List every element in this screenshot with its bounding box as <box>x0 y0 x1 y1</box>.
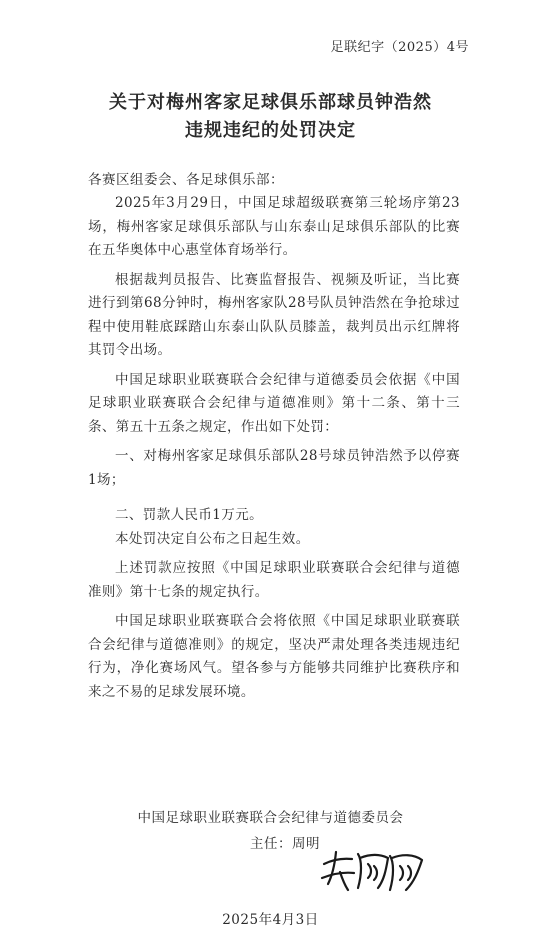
director-line: 主任：周明 <box>250 836 320 852</box>
document-title-line-1: 关于对梅州客家足球俱乐部球员钟浩然 <box>109 92 432 113</box>
paragraph-closing: 中国足球职业联赛联合会将依照《中国足球职业联赛联合会纪律与道德准则》的规定，坚决严肃处理各类违规违纪行为，净化赛场风气。望各参与方能够共同维护比赛秩序和来之不易的足球发展环境。 <box>88 613 460 700</box>
document-body <box>88 192 460 710</box>
document-number: 足联纪字（2025）4号 <box>330 40 469 55</box>
paragraph-match-info: 2025年3月29日，中国足球超级联赛第三轮场序第23场，梅州客家足球俱乐部队与山东泰山足球俱乐部队的比赛在五华奥体中心惠堂体育场举行。 <box>88 195 460 258</box>
handwritten-signature <box>318 844 428 900</box>
document-title-line-2: 违规违纪的处罚决定 <box>185 120 356 141</box>
paragraph-effective: 本处罚决定自公布之日起生效。 <box>115 530 310 547</box>
paragraph-fine-execution: 上述罚款应按照《中国足球职业联赛联合会纪律与道德准则》第十七条的规定执行。 <box>88 560 460 600</box>
signature-date: 2025年4月3日 <box>222 912 319 928</box>
penalty-item-fine: 二、罚款人民币1万元。 <box>115 507 263 523</box>
paragraph-basis: 中国足球职业联赛联合会纪律与道德委员会依据《中国足球职业联赛联合会纪律与道德准则》第十二条、第十三条、第五十五条之规定，作出如下处罚： <box>88 371 460 435</box>
penalty-item-suspension: 一、对梅州客家足球俱乐部队28号球员钟浩然予以停赛1场； <box>88 448 460 488</box>
signature-icon <box>318 844 428 896</box>
signing-organization: 中国足球职业联赛联合会纪律与道德委员会 <box>137 810 404 826</box>
paragraph-incident: 根据裁判员报告、比赛监督报告、视频及听证，当比赛进行到第68分钟时，梅州客家队28号队员钟浩然在争抢球过程中使用鞋底踩踏山东泰山队队员膝盖，裁判员出示红牌将其罚令出场。 <box>88 271 460 358</box>
salutation: 各赛区组委会、各足球俱乐部： <box>88 172 284 188</box>
